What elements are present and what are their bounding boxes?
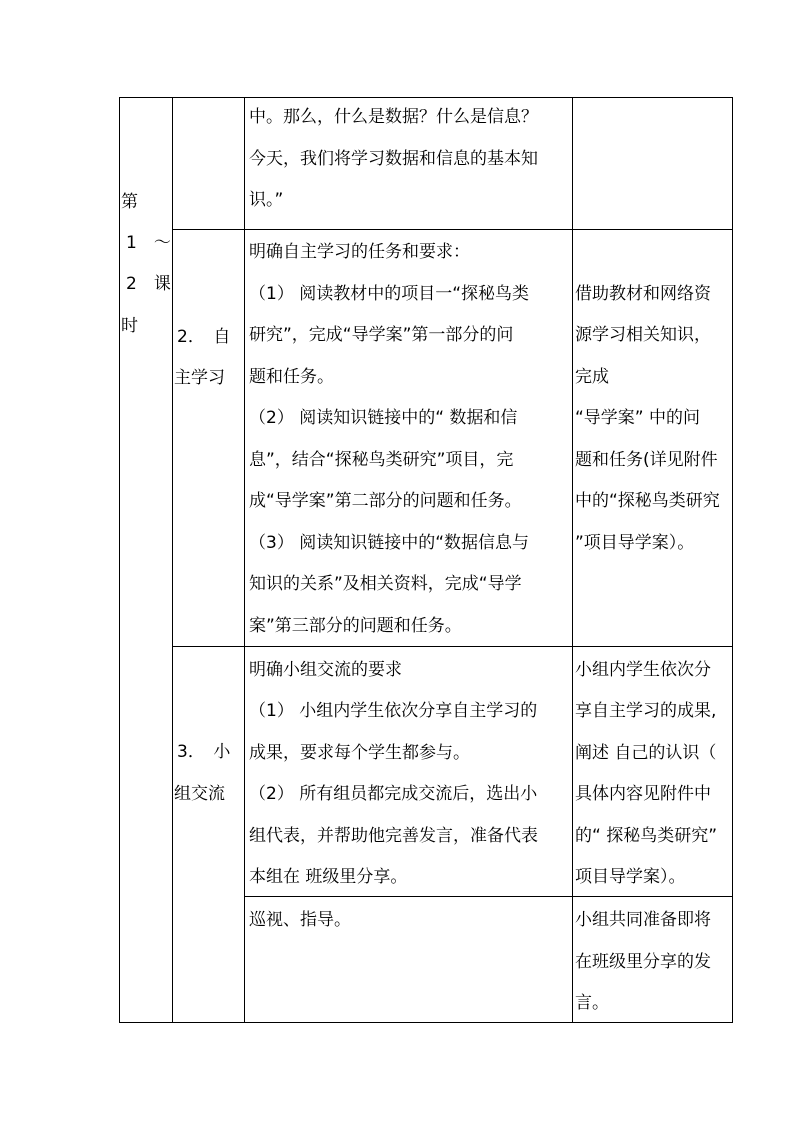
row-divider-3	[244, 896, 733, 897]
group-exchange-student-text: 小组内学生依次分	[575, 660, 711, 680]
intro-text: 中。那么，什么是数据？什么是信息？	[249, 107, 538, 127]
self-study-text: 成“导学案”第二部分的问题和任务。	[249, 491, 522, 511]
step-2-title-line-2: 主学习	[174, 368, 225, 388]
group-exchange-text: 组代表，并帮助他完善发言，准备代表	[249, 826, 538, 846]
self-study-text: 息”，结合“探秘鸟类研究”项目，完	[249, 450, 514, 470]
self-study-student-text: ”项目导学案）。	[575, 533, 695, 553]
intro-text: 识。”	[249, 190, 284, 210]
col-divider-1	[172, 97, 173, 1023]
self-study-text: （2） 阅读知识链接中的“ 数据和信	[249, 408, 518, 428]
group-exchange-student-text: 具体内容见附件中	[575, 784, 711, 804]
share-prep-text: 在班级里分享的发	[575, 952, 711, 972]
table-border-top	[119, 97, 733, 98]
table-border-right	[732, 97, 733, 1023]
self-study-text: （1） 阅读教材中的项目一“探秘鸟类	[249, 284, 530, 304]
share-prep-text: 小组共同准备即将	[575, 910, 711, 930]
group-exchange-text: （1） 小组内学生依次分享自主学习的	[249, 701, 538, 721]
period-label-line-2: 1 ～	[126, 233, 171, 253]
group-exchange-student-text: 项目导学案）。	[575, 867, 686, 887]
self-study-student-text: 完成	[575, 367, 609, 387]
col-divider-2	[244, 97, 245, 1023]
period-label-line-1: 第	[121, 192, 138, 212]
self-study-text: 题和任务。	[249, 367, 334, 387]
self-study-text: 研究”，完成“导学案”第一部分的问	[249, 325, 514, 345]
group-exchange-student-text: 享自主学习的成果,	[575, 701, 717, 721]
group-exchange-text: 本组在 班级里分享。	[249, 867, 408, 887]
group-exchange-text: 明确小组交流的要求	[249, 660, 402, 680]
group-exchange-text: 成果，要求每个学生都参与。	[249, 743, 470, 763]
intro-text: 今天，我们将学习数据和信息的基本知	[249, 149, 538, 169]
col-divider-3	[572, 97, 573, 1023]
self-study-student-text: “导学案” 中的问	[575, 408, 701, 428]
guidance-text: 巡视、指导。	[249, 910, 351, 930]
self-study-text: 案”第三部分的问题和任务。	[249, 616, 462, 636]
self-study-student-text: 中的“探秘鸟类研究	[575, 491, 720, 511]
step-2-title-line-1: 2． 自	[177, 327, 231, 347]
self-study-text: 知识的关系”及相关资料，完成“导学	[249, 574, 522, 594]
table-border-left	[119, 97, 120, 1023]
row-divider-2	[172, 646, 733, 647]
step-3-title-line-2: 组交流	[174, 784, 225, 804]
group-exchange-text: （2） 所有组员都完成交流后，选出小	[249, 784, 538, 804]
self-study-text: （3） 阅读知识链接中的“数据信息与	[249, 533, 530, 553]
period-label-line-4: 时	[121, 316, 138, 336]
group-exchange-student-text: 的“ 探秘鸟类研究”	[575, 826, 718, 846]
period-label-line-3: 2 课	[126, 274, 171, 294]
step-3-title-line-1: 3． 小	[177, 742, 231, 762]
self-study-student-text: 题和任务(详见附件	[575, 450, 718, 470]
table-border-bottom	[119, 1022, 733, 1023]
self-study-student-text: 源学习相关知识，	[575, 325, 711, 345]
self-study-student-text: 借助教材和网络资	[575, 284, 711, 304]
group-exchange-student-text: 阐述 自己的认识（	[575, 743, 717, 763]
share-prep-text: 言。	[575, 993, 609, 1013]
self-study-text: 明确自主学习的任务和要求：	[249, 242, 470, 262]
row-divider-1	[172, 229, 733, 230]
